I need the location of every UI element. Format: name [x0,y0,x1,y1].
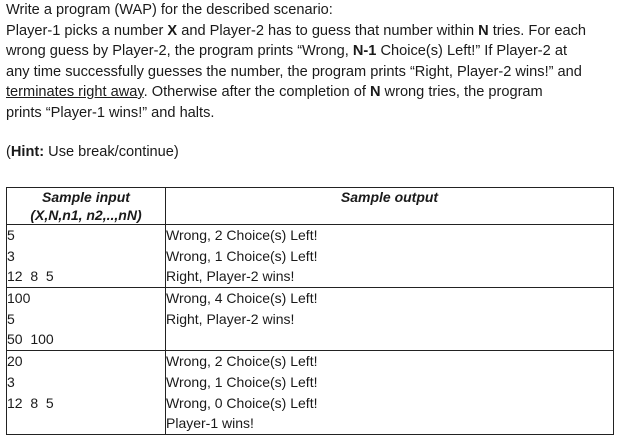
hint-text: Use break/continue) [44,144,179,160]
sample-input-cell [7,225,166,288]
output-line: Right, Player-2 wins! [166,268,295,285]
input-line: 5 [7,227,15,243]
input-line: 12 8 5 [7,268,54,285]
var-n: N [478,22,489,39]
input-line: 3 [7,247,15,264]
problem-document [6,0,616,432]
hint-open-paren: ( [6,144,11,160]
input-line: 12 8 5 [7,394,54,411]
problem-line-6-text: prints “Player-1 wins!” and halts. [6,104,215,121]
problem-line-4 [6,62,616,83]
output-line: Wrong, 2 Choice(s) Left! [166,353,318,370]
problem-line-3-c: Choice(s) Left!” If Player-2 at [376,43,568,59]
output-line: Wrong, 1 Choice(s) Left! [166,247,318,264]
header-input-line-2: (X,N,n1, n2,..,nN) [30,207,142,223]
problem-line-6 [6,103,616,124]
input-line: 20 [7,353,23,370]
var-x: X [167,22,178,39]
var-n-2: N [369,84,381,100]
output-line: Wrong, 0 Choice(s) Left! [166,394,318,411]
output-line: Player-1 wins! [166,415,254,432]
problem-line-5-d: wrong tries, the program [380,84,543,100]
header-sample-input [7,188,166,225]
problem-line-5-b: . Otherwise after the completion of [143,84,370,100]
header-input-line-1: Sample input [42,189,130,205]
output-line: Wrong, 1 Choice(s) Left! [166,373,318,390]
output-line: Wrong, 2 Choice(s) Left! [166,227,318,243]
table-row [7,225,614,288]
problem-line-1 [6,0,616,21]
header-output-text: Sample output [340,189,439,205]
input-line: 3 [7,373,15,390]
sample-output-cell [166,225,614,288]
problem-line-2-c: and Player-2 has to guess that number within [177,22,479,39]
var-n-minus-1: N-1 [352,43,377,59]
problem-line-4-text: any time successfully guesses the number, the program prints “Right, Player-2 wins!” and [6,63,582,80]
problem-line-3-a: wrong guess by Player-2, the program prints “Wrong, [6,43,353,59]
sample-table [6,187,614,435]
table-header-row [7,188,614,225]
problem-line-1-text: Write a program (WAP) for the described scenario: [6,2,333,18]
table-row [7,351,614,435]
input-line: 100 [7,290,31,307]
problem-line-3 [6,41,616,62]
hint-line [6,142,179,162]
underlined-phrase: terminates right away [6,84,144,100]
sample-output-cell [166,351,614,435]
input-line: 5 [7,310,15,327]
hint-label: Hint: [10,144,45,160]
input-line: 50 100 [7,331,54,348]
problem-line-2-e: tries. For each [488,22,586,39]
sample-input-cell [7,288,166,351]
output-line: Right, Player-2 wins! [166,310,295,327]
header-sample-output [166,188,614,225]
output-line: Wrong, 4 Choice(s) Left! [166,290,318,307]
problem-line-2-a: Player-1 picks a number [6,22,168,39]
sample-input-cell [7,351,166,435]
table-row [7,288,614,351]
problem-line-5 [6,82,616,103]
problem-line-2 [6,21,616,42]
sample-output-cell [166,288,614,351]
